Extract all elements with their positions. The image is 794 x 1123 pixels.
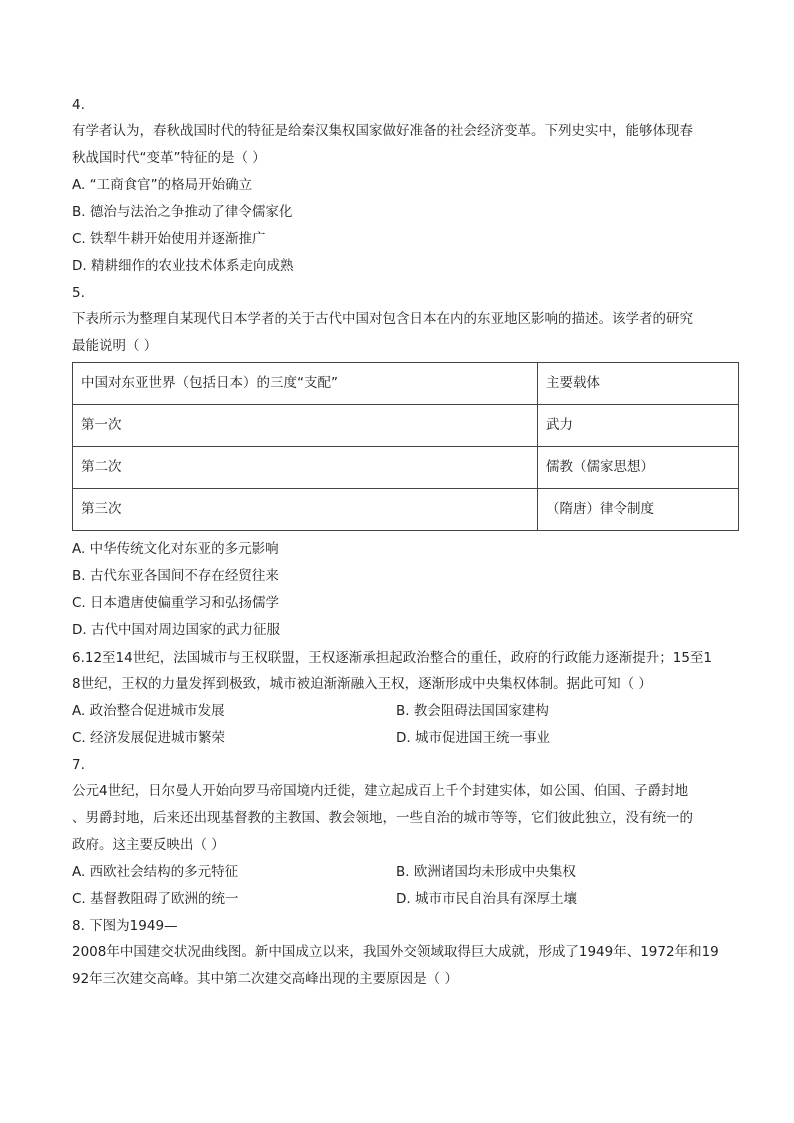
q4-stem-line-2: 秋战国时代“变革”特征的是（ ） (72, 150, 266, 166)
table-row (73, 405, 739, 447)
q6-option-b: B. 教会阻碍法国国家建构 (396, 703, 549, 719)
q8-stem-line-1: 8. 下图为1949— (72, 918, 178, 934)
q7-option-b: B. 欧洲诸国均未形成中央集权 (396, 864, 576, 880)
q6-option-c: C. 经济发展促进城市繁荣 (72, 730, 226, 746)
q8-stem-line-2: 2008年中国建交状况曲线图。新中国成立以来，我国外交领域取得巨大成就，形成了1949年、1972年和19 (72, 944, 719, 960)
table-cell: 武力 (538, 405, 739, 447)
q7-option-c: C. 基督教阻碍了欧洲的统一 (72, 891, 239, 907)
q4-option-d: D. 精耕细作的农业技术体系走向成熟 (72, 258, 294, 274)
q7-option-a: A. 西欧社会结构的多元特征 (72, 864, 239, 880)
q6-option-d: D. 城市促进国王统一事业 (396, 730, 550, 746)
q7-number: 7. (72, 757, 85, 773)
q6-option-a: A. 政治整合促进城市发展 (72, 703, 225, 719)
q5-table (72, 362, 739, 531)
table-header-cell: 主要载体 (538, 363, 739, 405)
table-cell: 第二次 (73, 447, 538, 489)
q7-stem-line-3: 政府。这主要反映出（ ） (72, 837, 225, 853)
q4-number: 4. (72, 97, 85, 113)
q4-option-a: A. “工商食官”的格局开始确立 (72, 177, 253, 193)
q5-stem-line-1: 下表所示为整理自某现代日本学者的关于古代中国对包含日本在内的东亚地区影响的描述。该学者的研究 (72, 311, 693, 327)
table-cell: 儒教（儒家思想） (538, 447, 739, 489)
q7-stem-line-2: 、男爵封地，后来还出现基督教的主教国、教会领地，一些自治的城市等等，它们彼此独立，没有统一的 (72, 810, 693, 826)
q5-option-b: B. 古代东亚各国间不存在经贸往来 (72, 568, 279, 584)
table-cell: 第一次 (73, 405, 538, 447)
q6-stem-line-1: 6.12至14世纪，法国城市与王权联盟，王权逐渐承担起政治整合的重任，政府的行政能力逐渐提升；15至1 (72, 650, 713, 666)
q7-stem-line-1: 公元4世纪，日尔曼人开始向罗马帝国境内迁徙，建立起成百上千个封建实体，如公国、伯国、子爵封地 (72, 783, 689, 799)
table-cell: （隋唐）律令制度 (538, 489, 739, 531)
q4-option-c: C. 铁犁牛耕开始使用并逐渐推广 (72, 231, 266, 247)
q5-number: 5. (72, 285, 85, 301)
table-header-cell: 中国对东亚世界（包括日本）的三度“支配” (73, 363, 538, 405)
q6-stem-line-2: 8世纪，王权的力量发挥到极致，城市被迫渐渐融入王权，逐渐形成中央集权体制。据此可知（ ） (72, 676, 652, 692)
table-row (73, 489, 739, 531)
q5-option-d: D. 古代中国对周边国家的武力征服 (72, 622, 280, 638)
table-header-row (73, 363, 739, 405)
q7-option-d: D. 城市市民自治具有深厚土壤 (396, 891, 577, 907)
q4-option-b: B. 德治与法治之争推动了律令儒家化 (72, 204, 293, 220)
q5-option-a: A. 中华传统文化对东亚的多元影响 (72, 541, 279, 557)
q8-stem-line-3: 92年三次建交高峰。其中第二次建交高峰出现的主要原因是（ ） (72, 971, 458, 987)
table-cell: 第三次 (73, 489, 538, 531)
q5-option-c: C. 日本遣唐使偏重学习和弘扬儒学 (72, 595, 280, 611)
q4-stem-line-1: 有学者认为，春秋战国时代的特征是给秦汉集权国家做好准备的社会经济变革。下列史实中，能够体现春 (72, 123, 693, 139)
q5-stem-line-2: 最能说明（ ） (72, 338, 158, 354)
table-row (73, 447, 739, 489)
